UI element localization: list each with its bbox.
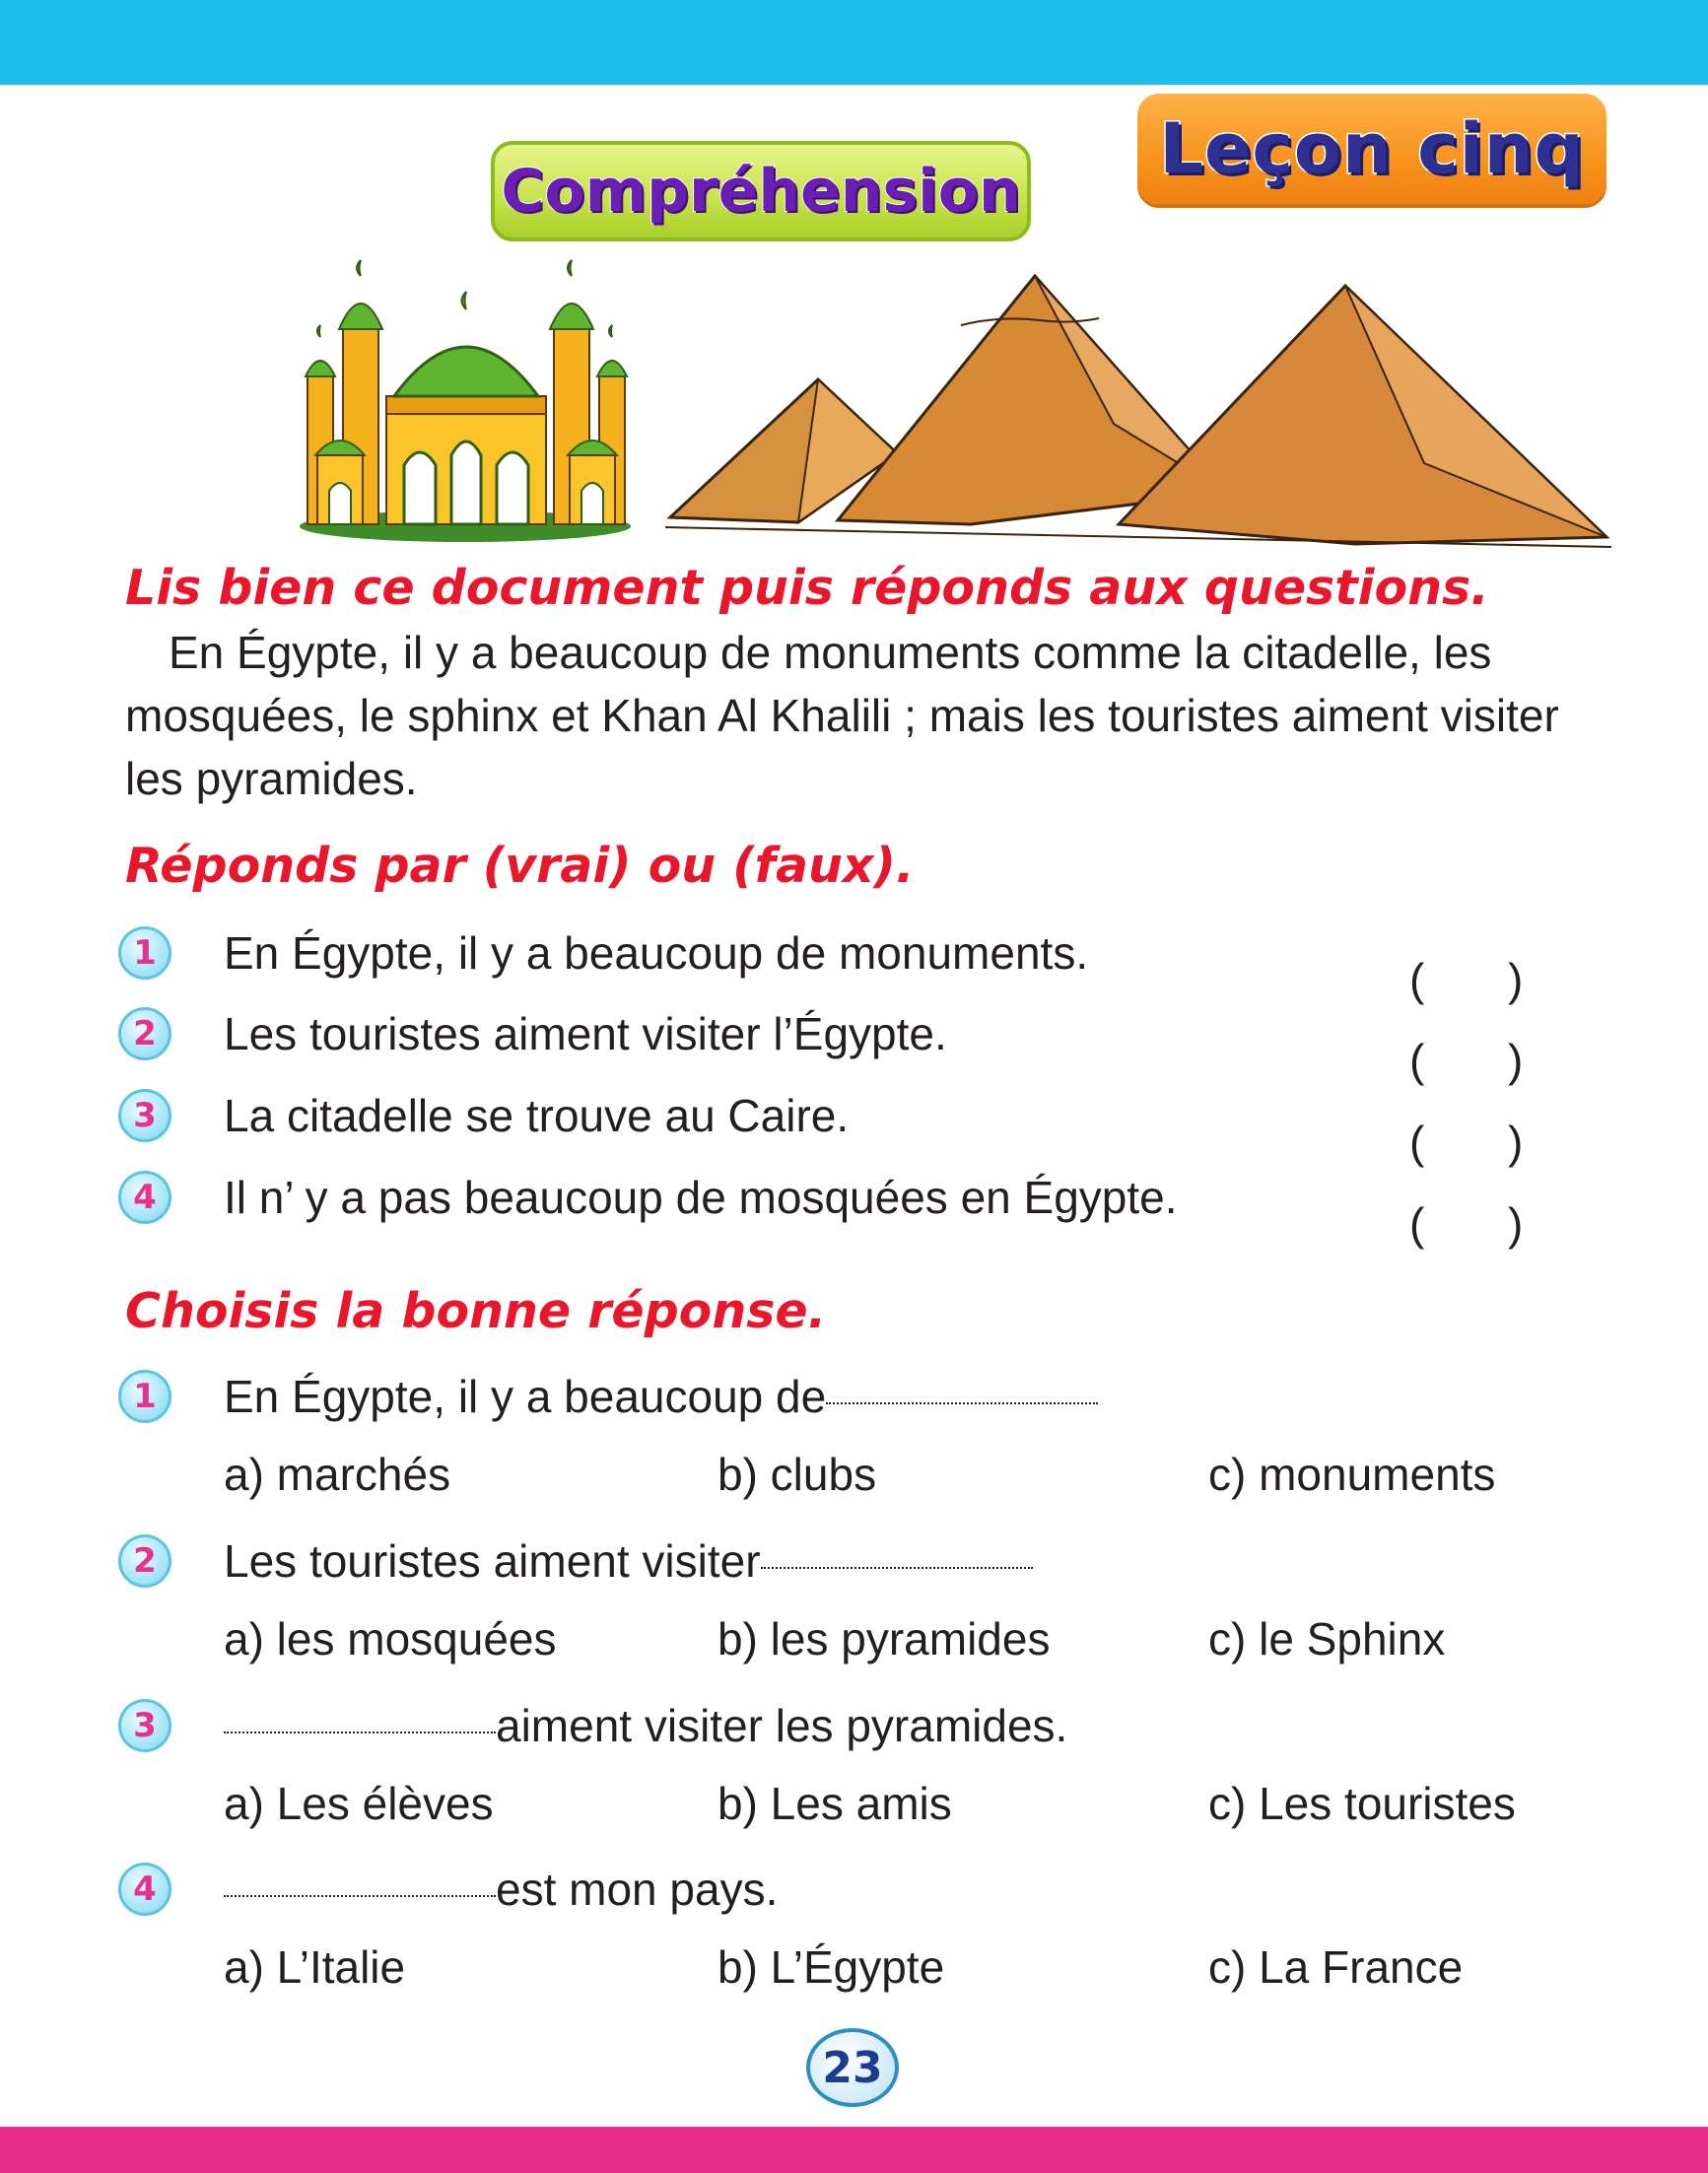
paren-open: ( bbox=[1409, 954, 1425, 1005]
item-number-badge: 3 bbox=[118, 1089, 171, 1142]
page-number: 23 bbox=[806, 2028, 899, 2107]
answer-dotted-line[interactable] bbox=[224, 1732, 496, 1733]
item-number-badge: 4 bbox=[118, 1863, 171, 1916]
question-after: aiment visiter les pyramides. bbox=[496, 1700, 1068, 1751]
question-text bbox=[224, 1534, 1033, 1588]
true-false-title: Réponds par (vrai) ou (faux). bbox=[125, 838, 915, 894]
choose-title: Choisis la bonne réponse. bbox=[125, 1283, 827, 1339]
question-row bbox=[118, 1694, 1068, 1757]
true-false-item bbox=[118, 1084, 1524, 1168]
item-number-badge: 4 bbox=[118, 1171, 171, 1224]
mosque-icon bbox=[296, 258, 636, 544]
top-color-bar bbox=[0, 0, 1708, 85]
option-a[interactable]: a) L’Italie bbox=[224, 1941, 406, 1993]
option-c[interactable]: c) le Sphinx bbox=[1208, 1613, 1446, 1664]
option-a[interactable]: a) Les élèves bbox=[224, 1778, 494, 1829]
paren-close: ) bbox=[1508, 1035, 1524, 1086]
paren-close: ) bbox=[1508, 954, 1524, 1005]
true-false-item bbox=[118, 1166, 1524, 1250]
question-before: Les touristes aiment visiter bbox=[224, 1535, 761, 1587]
section-title: Compréhension bbox=[501, 157, 1021, 226]
option-a[interactable]: a) les mosquées bbox=[224, 1613, 557, 1664]
question-text bbox=[224, 1699, 1067, 1752]
question-row bbox=[118, 1529, 761, 1593]
option-c[interactable]: c) La France bbox=[1208, 1941, 1464, 1993]
paren-open: ( bbox=[1409, 1198, 1425, 1250]
reading-passage: En Égypte, il y a beaucoup de monuments comme la citadelle, les mosquées, le sphinx et Khan Al Khalili ; mais les touristes aiment visiter les pyramides. bbox=[125, 627, 1559, 804]
option-b[interactable]: b) Les amis bbox=[717, 1778, 952, 1829]
instruction-title: Lis bien ce document puis réponds aux questions. bbox=[125, 560, 1489, 616]
question-text bbox=[224, 1863, 778, 1916]
option-b[interactable]: b) les pyramides bbox=[717, 1613, 1051, 1664]
question-row bbox=[118, 1858, 779, 1921]
question-after: est mon pays. bbox=[496, 1864, 779, 1915]
answer-dotted-line[interactable] bbox=[761, 1567, 1033, 1569]
question-row bbox=[118, 1365, 827, 1428]
item-number-badge: 2 bbox=[118, 1007, 171, 1060]
statement-text: En Égypte, il y a beaucoup de monuments. bbox=[224, 927, 1089, 979]
lesson-badge bbox=[1137, 94, 1606, 204]
item-number-badge: 1 bbox=[118, 1370, 171, 1423]
option-b[interactable]: b) clubs bbox=[717, 1449, 877, 1500]
true-false-item bbox=[118, 921, 1524, 1005]
paren-open: ( bbox=[1409, 1035, 1425, 1086]
option-c[interactable]: c) Les touristes bbox=[1208, 1778, 1516, 1829]
statement-text: La citadelle se trouve au Caire. bbox=[224, 1090, 850, 1141]
true-false-item bbox=[118, 1002, 1524, 1086]
section-badge bbox=[491, 141, 1031, 241]
option-b[interactable]: b) L’Égypte bbox=[717, 1941, 945, 1993]
question-before: En Égypte, il y a beaucoup de bbox=[224, 1371, 827, 1422]
paren-close: ) bbox=[1508, 1198, 1524, 1250]
question-text bbox=[224, 1370, 1098, 1423]
paren-open: ( bbox=[1409, 1117, 1425, 1168]
statement-text: Les touristes aiment visiter l’Égypte. bbox=[224, 1008, 947, 1059]
item-number-badge: 1 bbox=[118, 926, 171, 980]
option-c[interactable]: c) monuments bbox=[1208, 1449, 1496, 1500]
paren-close: ) bbox=[1508, 1117, 1524, 1168]
item-number-badge: 2 bbox=[118, 1534, 171, 1588]
bottom-color-bar bbox=[0, 2127, 1708, 2173]
pyramids-icon bbox=[665, 266, 1611, 552]
answer-dotted-line[interactable] bbox=[826, 1402, 1098, 1404]
item-number-badge: 3 bbox=[118, 1699, 171, 1752]
option-a[interactable]: a) marchés bbox=[224, 1449, 451, 1500]
answer-dotted-line[interactable] bbox=[224, 1895, 496, 1897]
statement-text: Il n’ y a pas beaucoup de mosquées en Égypte. bbox=[224, 1172, 1178, 1223]
lesson-title: Leçon cinq bbox=[1159, 108, 1585, 189]
